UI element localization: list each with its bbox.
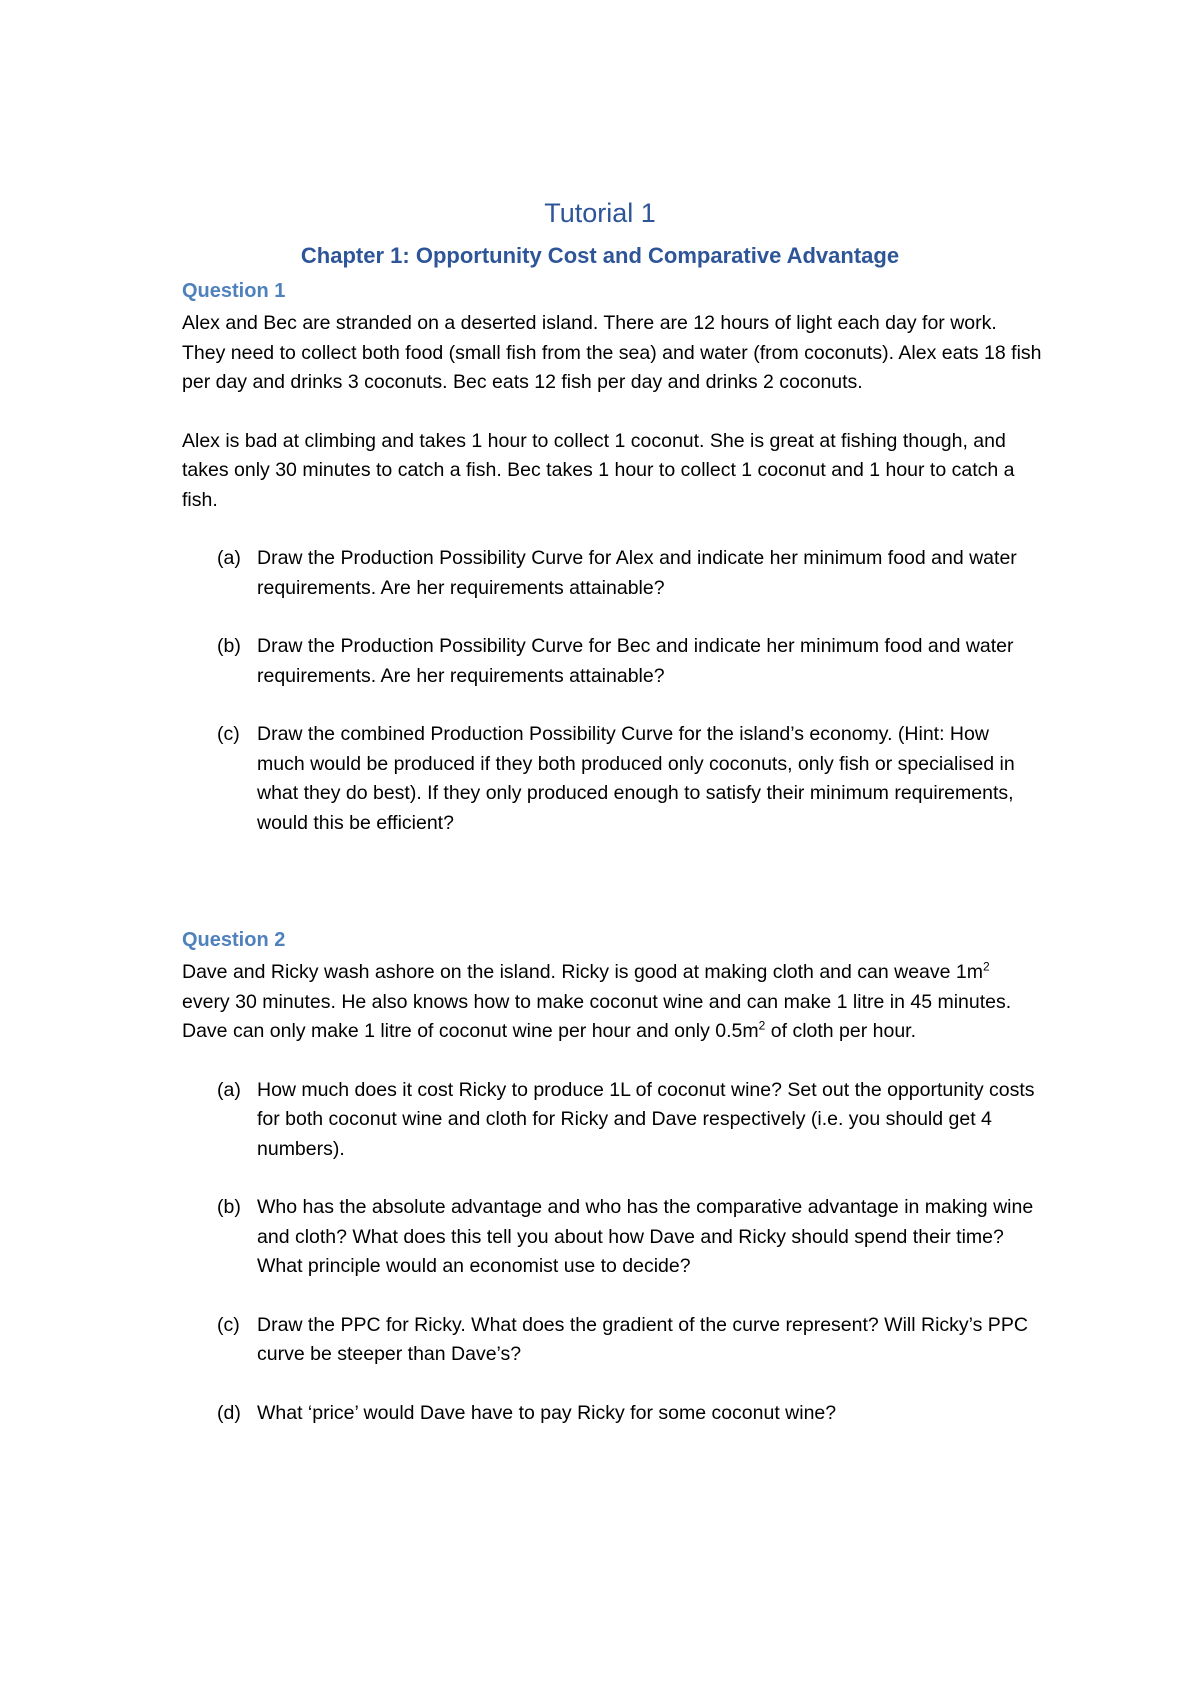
part-text: Draw the PPC for Ricky. What does the gradient of the curve represent? Will Ricky’s PPC curve be steeper than Dave’s?	[257, 1313, 1028, 1365]
part-text: Draw the combined Production Possibility Curve for the island’s economy. (Hint: How much would be produced if they both produced only coconuts, only fish or specialised in what they do best). If they only produced enough to satisfy their minimum requirements, would this be efficient?	[257, 723, 1015, 834]
part-marker: (b)	[217, 635, 241, 657]
question-2-section	[182, 926, 1042, 1428]
question-2-parts-list	[182, 1076, 1042, 1429]
part-text: Who has the absolute advantage and who has the comparative advantage in making wine and cloth? What does this tell you about how Dave and Ricky should spend their time? What principle would an economist use to decide?	[257, 1196, 1034, 1277]
question-1-paragraph-1: Alex and Bec are stranded on a deserted island. There are 12 hours of light each day for work. They need to collect both food (small fish from the sea) and water (from coconuts). Alex eats 18 fish per day and drinks 3 coconuts. Bec eats 12 fish per day and drinks 2 coconuts.	[182, 312, 1042, 393]
question-1-section	[182, 277, 1042, 838]
question-1-paragraph-2: Alex is bad at climbing and takes 1 hour to collect 1 coconut. She is great at fishing though, and takes only 30 minutes to catch a fish. Bec takes 1 hour to collect 1 coconut and 1 hour to catch a fish.	[182, 429, 1015, 511]
part-marker: (a)	[217, 1078, 241, 1101]
question-2-intro	[182, 958, 1042, 1047]
document-subtitle: Chapter 1: Opportunity Cost and Comparative Advantage	[300, 243, 900, 268]
question-2-heading: Question 2	[182, 929, 286, 951]
question-2-part-d	[182, 1399, 1042, 1429]
question-2-part-b	[182, 1193, 1042, 1282]
part-marker: (a)	[217, 547, 241, 569]
part-marker: (d)	[217, 1401, 241, 1424]
part-marker: (c)	[217, 723, 240, 745]
part-text: What ‘price’ would Dave have to pay Ricky for some coconut wine?	[257, 1401, 837, 1424]
superscript-2: 2	[983, 959, 990, 974]
document-title: Tutorial 1	[544, 198, 656, 228]
question-2-part-c	[182, 1311, 1042, 1370]
question-1-parts-list	[182, 544, 1042, 838]
intro-text-part-2: every 30 minutes. He also knows how to make coconut wine and can make 1 litre in 45 minutes. Dave can only make 1 litre of coconut wine per hour and only 0.5m	[182, 990, 1012, 1042]
question-1-part-b	[182, 632, 1042, 691]
intro-text-part-3: of cloth per hour.	[765, 1020, 917, 1042]
question-1-heading: Question 1	[182, 280, 286, 302]
question-1-part-c	[182, 720, 1042, 838]
intro-text-part-1: Dave and Ricky wash ashore on the island. Ricky is good at making cloth and can weave 1m	[182, 961, 984, 983]
part-marker: (c)	[217, 1313, 240, 1336]
superscript-2: 2	[758, 1018, 766, 1033]
part-marker: (b)	[217, 1196, 241, 1218]
question-1-part-a	[182, 544, 1042, 603]
part-text: How much does it cost Ricky to produce 1L of coconut wine? Set out the opportunity costs for both coconut wine and cloth for Ricky and Dave respectively (i.e. you should get 4 numbers).	[257, 1078, 1035, 1160]
part-text: Draw the Production Possibility Curve for Alex and indicate her minimum food and water requirements. Are her requirements attainable?	[257, 547, 1017, 599]
part-text: Draw the Production Possibility Curve for Bec and indicate her minimum food and water requirements. Are her requirements attainable?	[257, 635, 1014, 687]
question-2-part-a	[182, 1076, 1042, 1165]
